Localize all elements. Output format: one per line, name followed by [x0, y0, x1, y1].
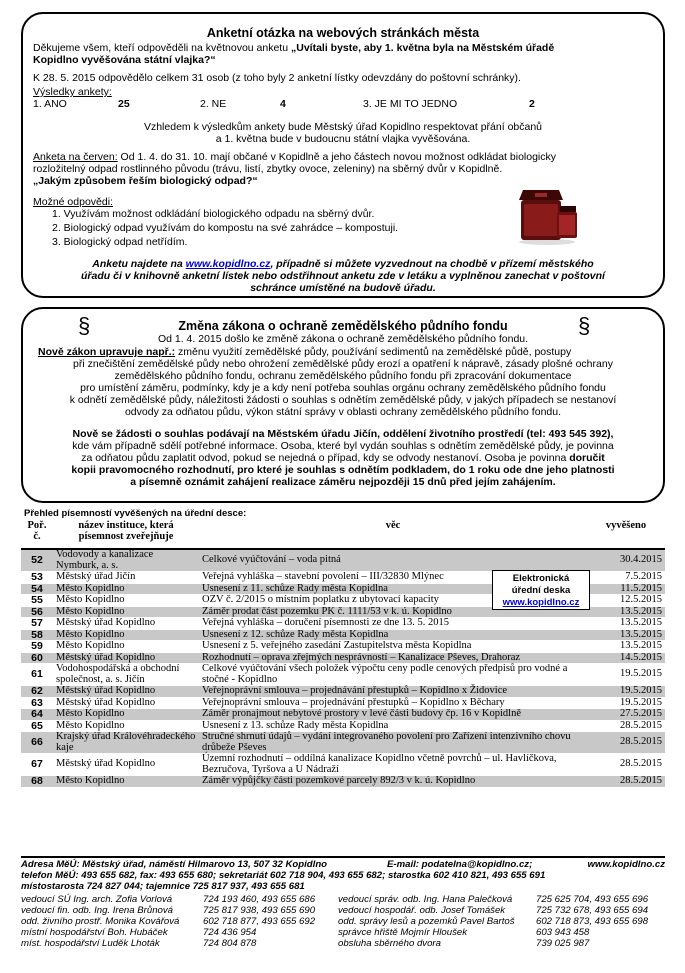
contact-phone: 602 718 873, 493 655 698: [536, 916, 649, 927]
thanks-text: Děkujeme všem, kteří odpověděli na květnovou anketu: [33, 42, 291, 54]
table-row: [21, 549, 665, 572]
row-institution: Městský úřad Kopidlno: [53, 754, 199, 776]
footer-deputy: místostarosta 724 827 044; tajemnice 725 817 937, 493 655 681: [21, 881, 305, 892]
table-row: [21, 641, 665, 653]
row-institution: Město Kopidlno: [53, 641, 199, 653]
row-date: 7.5.2015: [587, 572, 665, 584]
section-mark-right: §: [578, 313, 591, 338]
notices-table-wrap: [21, 518, 665, 788]
contact-name: místní hospodářství Boh. Hubáček: [21, 927, 168, 938]
conclusion-2: a 1. května bude v budoucnu státní vlajka vyvěšována.: [215, 133, 471, 145]
office-line-3: [21, 452, 665, 465]
table-row: [21, 629, 665, 641]
office-text-bold: doručit: [569, 452, 605, 464]
compost-bin-icon: [513, 186, 581, 246]
row-institution: Město Kopidlno: [53, 595, 199, 607]
row-date: 19.5.2015: [587, 664, 665, 686]
find-line-1: [21, 258, 665, 271]
row-institution: Městský úřad Kopidlno: [53, 618, 199, 630]
table-row: [21, 697, 665, 709]
row-number: 67: [21, 754, 53, 776]
law-line-2: při znečištění zemědělské půdy nebo ohrožení zemědělské půdy erozí a opatření k nápravě, zásady plošné ochrany: [73, 358, 613, 370]
option-2: 2. Biologický odpad využívám do kompostu na své zahrádce – kompostuji.: [52, 222, 399, 234]
row-institution: Město Kopidlno: [53, 606, 199, 618]
notices-heading: Přehled písemností vyvěšených na úřední desce:: [24, 508, 247, 519]
row-number: 66: [21, 732, 53, 754]
results-label: Výsledky ankety:: [33, 86, 112, 98]
col-institution: název instituce, která písemnost zveřejňuje: [53, 518, 199, 549]
row-date: 13.5.2015: [587, 641, 665, 653]
row-number: 58: [21, 629, 53, 641]
contact-phone: 725 625 704, 493 655 696: [536, 894, 649, 905]
table-row: [21, 720, 665, 732]
result-label-1: 1. ANO: [33, 98, 67, 110]
row-date: 30.4.2015: [587, 549, 665, 572]
row-institution: Městský úřad Kopidlno: [53, 686, 199, 698]
row-number: 60: [21, 652, 53, 664]
contact-phone: 724 804 878: [203, 938, 257, 949]
contact-phone: 602 718 877, 493 655 692: [203, 916, 316, 927]
row-institution: Vodovody a kanalizace Nymburk, a. s.: [53, 549, 199, 572]
row-date: 19.5.2015: [587, 697, 665, 709]
table-row: [21, 776, 665, 788]
row-date: 13.5.2015: [587, 606, 665, 618]
thanks-question-2: Kopidlno vyvěšována státní vlajka?“: [33, 54, 216, 66]
footer-email[interactable]: E-mail: podatelna@kopidlno.cz;: [387, 859, 533, 870]
row-subject: Usnesení z 11. schůze Rady města Kopidlna: [199, 583, 587, 595]
contact-phone: 724 436 954: [203, 927, 257, 938]
office-line-1: Nově se žádosti o souhlas podávají na Městském úřadu Jičín, oddělení životního prostředí (tel: 493 545 392),: [72, 428, 614, 440]
table-row: [21, 732, 665, 754]
table-row: [21, 709, 665, 721]
row-date: 28.5.2015: [587, 732, 665, 754]
row-institution: Město Kopidlno: [53, 583, 199, 595]
row-subject: Celkové vyúčtování všech položek výpočtu ceny podle cenových předpisů pro vodné a stočné - Kopidlno: [199, 664, 587, 686]
row-subject: Veřejnoprávní smlouva – projednávání přestupků – Kopidlno x Běchary: [199, 697, 587, 709]
col-number: Poř. č.: [21, 518, 53, 549]
row-institution: Městský úřad Jičín: [53, 572, 199, 584]
contact-name: vedoucí fin. odb. Ing. Irena Brůnová: [21, 905, 174, 916]
row-institution: Městský úřad Kopidlno: [53, 652, 199, 664]
row-institution: Město Kopidlno: [53, 709, 199, 721]
row-number: 62: [21, 686, 53, 698]
row-subject: Záměr pronajmout nebytové prostory v levé části budovy čp. 16 v Kopidlně: [199, 709, 587, 721]
row-subject: Usnesení z 13. schůze Rady města Kopidlna: [199, 720, 587, 732]
contact-name: míst. hospodářství Luděk Lhoták: [21, 938, 160, 949]
result-value-3: 2: [529, 98, 535, 110]
row-number: 63: [21, 697, 53, 709]
law-line-6: odvody za odňatou půdu, výkon státní správy v oblasti ochrany zemědělského půdního fondu.: [124, 406, 562, 418]
footer-address: Adresa MěÚ: Městský úřad, náměstí Hilmarovo 13, 507 32 Kopidlno: [21, 859, 328, 870]
law-line-4: pro umístění záměru, podmínky, kdy je a kdy není potřeba souhlas orgánu ochrany zemědělského půdního fondu: [80, 382, 606, 394]
result-label-2: 2. NE: [200, 98, 227, 110]
contact-name: vedoucí SÚ Ing. arch. Zofia Vorlová: [21, 894, 173, 905]
row-institution: Město Kopidlno: [53, 720, 199, 732]
row-number: 59: [21, 641, 53, 653]
row-subject: OZV č. 2/2015 o místním poplatku z ubytovací kapacity: [199, 595, 587, 607]
row-date: 28.5.2015: [587, 720, 665, 732]
row-institution: Vodohospodářská a obchodní společnost, a. s. Jičín: [53, 664, 199, 686]
table-row: [21, 652, 665, 664]
footer-address-line: [21, 860, 665, 871]
row-date: 14.5.2015: [587, 652, 665, 664]
june-question: „Jakým způsobem řeším biologický odpad?“: [33, 175, 258, 187]
edesk-label-2: úřední deska: [511, 585, 571, 596]
row-subject: Veřejná vyhláška – doručení písemnosti ze dne 13. 5. 2015: [199, 618, 587, 630]
result-value-1: 25: [118, 98, 130, 110]
row-date: 13.5.2015: [587, 629, 665, 641]
row-subject: Usnesení z 12. schůze Rady města Kopidlna: [199, 629, 587, 641]
row-date: 13.5.2015: [587, 618, 665, 630]
contact-name: správce hřiště Mojmír Hloušek: [338, 927, 468, 938]
option-3: 3. Biologický odpad netřídím.: [52, 236, 188, 248]
row-number: 65: [21, 720, 53, 732]
table-row: [21, 618, 665, 630]
row-number: 55: [21, 595, 53, 607]
row-subject: Celkové vyúčtování – voda pitná: [199, 549, 587, 572]
row-subject: Stručné shrnutí údajů – vydání integrovaného povolení pro Zařízení intenzivního chovu drůbeže Pševes: [199, 732, 587, 754]
row-subject: Usnesení z 5. veřejného zasedání Zastupitelstva města Kopidlna: [199, 641, 587, 653]
find-line-3: schránce umístěné na budově úřadu.: [250, 282, 436, 294]
law-intro: Od 1. 4. 2015 došlo ke změně zákona o ochraně zemědělského půdního fondu.: [157, 333, 529, 345]
office-line-5: a písemně oznámit zahájení realizace záměru nejpozději 15 dnů před jejím zahájením.: [130, 476, 556, 488]
row-number: 64: [21, 709, 53, 721]
table-row: [21, 664, 665, 686]
contact-phone: 725 817 938, 493 655 690: [203, 905, 316, 916]
row-number: 52: [21, 549, 53, 572]
option-1: 1. Využívám možnost odkládání biologického odpadu na sběrný dvůr.: [52, 208, 375, 220]
row-institution: Městský úřad Kopidlno: [53, 697, 199, 709]
law-line-5: k odnětí zemědělské půdy, náležitosti žádosti o souhlas s odnětím zemědělské půdy, v jakých případech se nestanoví: [69, 394, 617, 406]
thanks-question: „Uvítali byste, aby 1. května byla na Městském úřadě: [290, 42, 555, 54]
options-label: Možné odpovědi:: [33, 196, 113, 208]
row-date: 27.5.2015: [587, 709, 665, 721]
law-line-3: zemědělského půdního fondu, ochranu zemědělského půdního fondu při zpracování dokumentace: [114, 370, 572, 382]
row-subject: Veřejnoprávní smlouva – projednávání přestupků – Kopidlno x Židovice: [199, 686, 587, 698]
row-institution: Krajský úřad Královéhradeckého kaje: [53, 732, 199, 754]
contact-name: vedoucí správ. odb. Ing. Hana Palečková: [338, 894, 513, 905]
row-subject: Záměr výpůjčky části pozemkové parcely 892/3 v k. ú. Kopidlno: [199, 776, 587, 788]
col-subject: věc: [199, 518, 587, 549]
june-text-2: rozložitelný odpad rostlinného původu (trávu, listí, zbytky ovoce, zeleniny) na sběrný dvůr v Kopidlně.: [33, 163, 503, 175]
row-subject: Rozhodnutí – oprava zřejmých nesprávností – Kanalizace Pševes, Drahoraz: [199, 652, 587, 664]
count-line: K 28. 5. 2015 odpovědělo celkem 31 osob (z toho byly 2 anketní lístky odevzdány do poštovní schránky).: [33, 72, 521, 84]
contact-name: odd. správy lesů a pozemků Pavel Bartoš: [338, 916, 515, 927]
contact-phone: 724 193 460, 493 655 686: [203, 894, 316, 905]
june-label: Anketa na červen:: [33, 151, 118, 163]
table-row: [21, 686, 665, 698]
notices-table: [21, 518, 665, 788]
june-text: Od 1. 4. do 31. 10. mají občané v Kopidlně a jeho částech novou možnost odkládat biologicky: [117, 151, 557, 163]
contact-phone: 725 732 678, 493 655 694: [536, 905, 649, 916]
footer-phones: telefon MěÚ: 493 655 682, fax: 493 655 680; sekretariát 602 718 904, 493 655 682; starostka 602 410 821, 493 655 691: [21, 870, 546, 881]
footer-rule: [21, 856, 665, 858]
edesk-label-1: Elektronická: [512, 573, 570, 584]
law-lead: [38, 346, 571, 359]
contact-name: vedoucí hospodář. odb. Josef Tomášek: [338, 905, 506, 916]
row-number: 54: [21, 583, 53, 595]
law-title: Změna zákona o ochraně zemědělského půdního fondu: [178, 319, 508, 333]
row-subject: Záměr prodat část pozemku PK č. 1111/53 v k. ú. Kopidlno: [199, 606, 587, 618]
contact-phone: 603 943 458: [536, 927, 590, 938]
electronic-notice-board: [492, 570, 590, 610]
row-date: 11.5.2015: [587, 583, 665, 595]
col-date: vyvěšeno: [587, 518, 665, 549]
row-number: 56: [21, 606, 53, 618]
row-date: 19.5.2015: [587, 686, 665, 698]
june-line: [33, 151, 556, 164]
edesk-link[interactable]: www.kopidlno.cz: [502, 597, 580, 608]
website-link[interactable]: www.kopidlno.cz: [185, 258, 271, 270]
row-institution: Město Kopidlno: [53, 776, 199, 788]
row-institution: Město Kopidlno: [53, 629, 199, 641]
survey-thanks: [33, 42, 554, 55]
row-number: 68: [21, 776, 53, 788]
contact-name: obsluha sběrného dvora: [338, 938, 441, 949]
result-label-3: 3. JE MI TO JEDNO: [363, 98, 458, 110]
find-line-2: úřadu či v knihovně anketní lístek nebo odstřihnout anketu zde v letáku a vyplněnou zanechat v poštovní: [81, 270, 605, 282]
office-text: za odňatou půdu zaplatit odvod, pokud se nejedná o případ, kdy se odvody nestanoví. Osoba je povinna: [81, 452, 570, 464]
row-number: 53: [21, 572, 53, 584]
row-number: 61: [21, 664, 53, 686]
row-number: 57: [21, 618, 53, 630]
office-line-4: kopii pravomocného rozhodnutí, pro které je souhlas s odnětím podkladem, do 1 roku ode dne jeho platnosti: [71, 464, 615, 476]
result-value-2: 4: [280, 98, 286, 110]
survey-title: Anketní otázka na webových stránkách města: [206, 26, 480, 40]
contact-name: odd. živního prostř. Monika Kovářová: [21, 916, 180, 927]
row-subject: Územní rozhodnutí – oddílná kanalizace Kopidlno včetně povrchů – ul. Havlíčkova, Bezručova, Tyršova a U Nádraží: [199, 754, 587, 776]
row-date: 28.5.2015: [587, 754, 665, 776]
table-row: [21, 754, 665, 776]
law-line: změnu využití zemědělské půdy, používání sedimentů na zemědělské půdě, postupy: [175, 346, 572, 358]
find-text-post: , případně si můžete vyzvednout na chodbě v přízemí městského: [270, 258, 594, 270]
office-line-2: kde vám případně sdělí potřebné informace. Osoba, které byl vydán souhlas s odnětím zemědělské půdy, je povinna: [72, 440, 614, 452]
row-subject: Veřejná vyhláška – stavební povolení – III/32830 Mlýnec: [199, 572, 587, 584]
contact-phone: 739 025 987: [536, 938, 590, 949]
find-text: Anketu najdete na: [92, 258, 186, 270]
table-header: [21, 518, 665, 549]
footer-web[interactable]: www.kopidlno.cz: [587, 859, 665, 870]
law-lead-label: Nově zákon upravuje např.:: [38, 346, 176, 358]
row-date: 12.5.2015: [587, 595, 665, 607]
conclusion-1: Vzhledem k výsledkům ankety bude Městský úřad Kopidlno respektovat přání občanů: [143, 121, 543, 133]
section-mark-left: §: [78, 313, 91, 338]
row-date: 28.5.2015: [587, 776, 665, 788]
